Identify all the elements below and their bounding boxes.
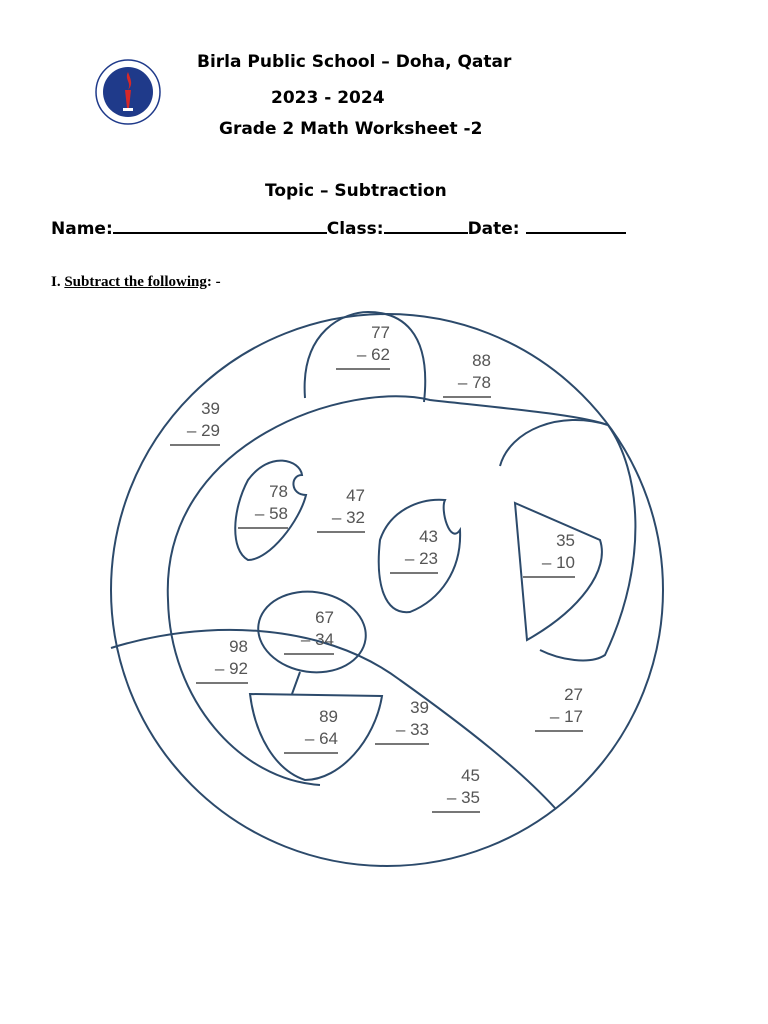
section-number: I. xyxy=(51,274,65,290)
problem-bottom: – 92 xyxy=(196,658,248,684)
date-label: Date: xyxy=(467,219,526,239)
problem-bottom: – 34 xyxy=(284,629,334,655)
problem-top: 89 xyxy=(319,707,338,726)
problem-top: 77 xyxy=(371,323,390,342)
problem-top: 67 xyxy=(315,608,334,627)
name-label: Name: xyxy=(51,219,113,239)
problem-bottom: – 23 xyxy=(390,548,438,574)
problem-bottom: – 10 xyxy=(523,552,575,578)
academic-year: 2023 - 2024 xyxy=(271,88,385,108)
problem-bottom: – 64 xyxy=(284,728,338,754)
problem-67-34 xyxy=(284,607,334,655)
problem-top: 47 xyxy=(346,486,365,505)
section-title: Subtract the following xyxy=(64,274,207,290)
mouth-line xyxy=(292,672,300,694)
problem-bottom: – 17 xyxy=(535,706,583,732)
section-suffix: : - xyxy=(206,274,221,290)
worksheet-title: Grade 2 Math Worksheet -2 xyxy=(219,119,483,139)
problem-43-23 xyxy=(390,526,438,574)
problem-89-64 xyxy=(284,706,338,754)
problem-top: 88 xyxy=(472,351,491,370)
school-name: Birla Public School – Doha, Qatar xyxy=(197,52,512,72)
problem-27-17 xyxy=(535,684,583,732)
topic-title: Topic – Subtraction xyxy=(265,181,447,201)
problem-39-33 xyxy=(375,697,429,745)
problem-top: 43 xyxy=(419,527,438,546)
problem-top: 27 xyxy=(564,685,583,704)
problem-top: 35 xyxy=(556,531,575,550)
problem-top: 39 xyxy=(201,399,220,418)
problem-98-92 xyxy=(196,636,248,684)
problem-top: 98 xyxy=(229,637,248,656)
problem-bottom: – 58 xyxy=(238,503,288,529)
problem-bottom: – 33 xyxy=(375,719,429,745)
problem-47-32 xyxy=(317,485,365,533)
problem-top: 78 xyxy=(269,482,288,501)
problem-bottom: – 32 xyxy=(317,507,365,533)
problem-bottom: – 29 xyxy=(170,420,220,446)
problem-bottom: – 35 xyxy=(432,787,480,813)
problem-bottom: – 62 xyxy=(336,344,390,370)
problem-45-35 xyxy=(432,765,480,813)
problem-77-62 xyxy=(336,322,390,370)
problem-88-78 xyxy=(443,350,491,398)
problem-top: 39 xyxy=(410,698,429,717)
problem-top: 45 xyxy=(461,766,480,785)
problem-39-29 xyxy=(170,398,220,446)
problem-bottom: – 78 xyxy=(443,372,491,398)
class-label: Class: xyxy=(326,219,384,239)
problem-35-10 xyxy=(523,530,575,578)
problem-78-58 xyxy=(238,481,288,529)
